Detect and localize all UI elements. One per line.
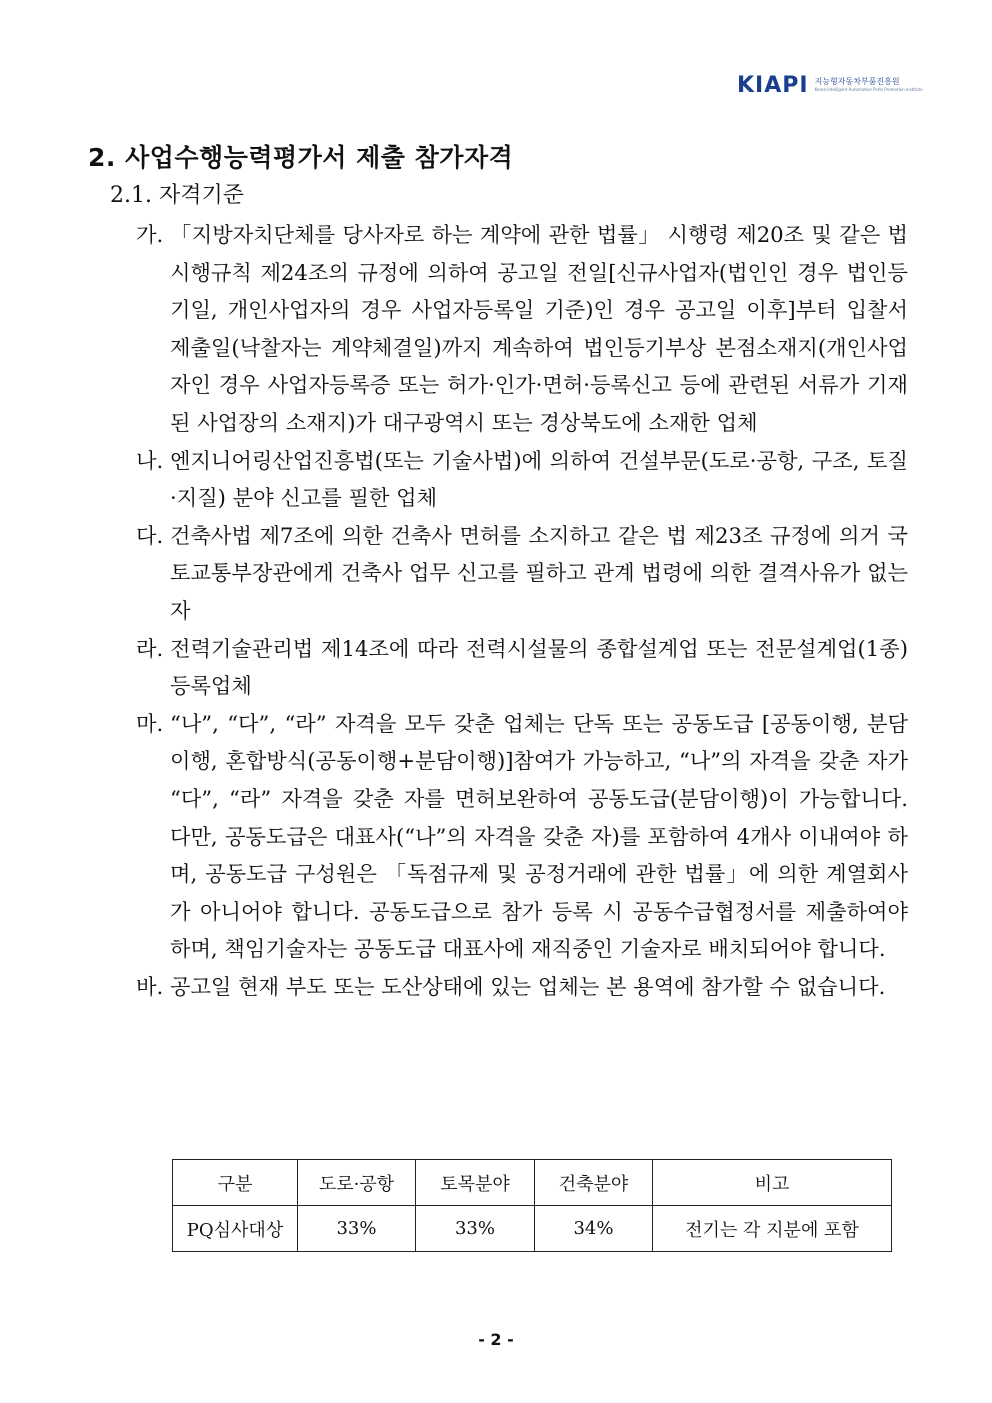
item-text: “나”, “다”, “라” 자격을 모두 갖춘 업체는 단독 또는 공동도급 [공동이행, 분담이행, 혼합방식(공동이행+분담이행)]참여가 가능하고, “나”의 자격을 갖춘 자가 “다”, “라” 자격을 갖춘 자를 면허보완하여 공동도급(분담이행)이 가능합니다. 다만, 공동도급은 대표사(“나”의 자격을 갖춘 자)를 포함하여 4개사 이내여야 하며, 공동도급 구성원은 「독점규제 및 공정거래에 관한 법률」에 의한 계열회사가 아니어야 합니다. 공동도급으로 참가 등록 시 공동수급협정서를 제출하여야 하며, 책임기술자는 공동도급 대표사에 재직중인 기술자로 배치되어야 합니다. [170,710,908,962]
table-header-cell: 구분 [173,1160,298,1206]
table-cell: 전기는 각 지분에 포함 [653,1206,892,1252]
logo-text [815,77,923,93]
list-item [136,968,908,1006]
logo-korean-name: 지능형자동차부품진흥원 [814,77,900,86]
list-item [136,517,908,630]
subsection-title: 2.1. 자격기준 [110,183,244,208]
list-item [136,442,908,517]
table-header-cell: 비고 [653,1160,892,1206]
item-marker: 가. [136,222,164,247]
logo-english-name: Korea Intelligent Automotive Parts Promotion Institute [814,87,923,92]
item-text: 전력기술관리법 제14조에 따라 전력시설물의 종합설계업 또는 전문설계업(1종) 등록업체 [170,635,908,699]
item-marker: 바. [136,973,164,999]
item-marker: 마. [136,710,164,736]
table-cell: PQ심사대상 [173,1206,298,1252]
table-cell: 33% [416,1206,535,1252]
share-table [172,1159,892,1252]
qualification-list [136,216,908,1005]
item-text: 건축사법 제7조에 의한 건축사 면허를 소지하고 같은 법 제23조 규정에 의거 국토교통부장관에게 건축사 업무 신고를 필하고 관계 법령에 의한 결격사유가 없는 자 [170,522,908,623]
header-logo [737,72,923,98]
table-cell: 34% [535,1206,653,1252]
table-header-cell: 도로·공항 [298,1160,416,1206]
table-header-cell: 토목분야 [416,1160,535,1206]
table-cell: 33% [298,1206,416,1252]
item-text: 공고일 현재 부도 또는 도산상태에 있는 업체는 본 용역에 참가할 수 없습니다. [170,973,886,999]
table-header-cell: 건축분야 [535,1160,653,1206]
item-marker: 라. [136,635,164,661]
list-item [136,216,908,442]
page-number: - 2 - [478,1330,514,1349]
section-title: 2. 사업수행능력평가서 제출 참가자격 [88,143,514,172]
list-item [136,705,908,968]
item-text: 「지방자치단체를 당사자로 하는 계약에 관한 법률」 시행령 제20조 및 같은 법 시행규칙 제24조의 규정에 의하여 공고일 전일[신규사업자(법인인 경우 법인등기일, 개인사업자의 경우 사업자등록일 기준)인 경우 공고일 이후]부터 입찰서 제출일(낙찰자는 계약체결일)까지 계속하여 법인등기부상 본점소재지(개인사업자인 경우 사업자등록증 또는 허가·인가·면허·등록신고 등에 관련된 서류가 기재된 사업장의 소재지)가 대구광역시 또는 경상북도에 소재한 업체 [170,222,908,435]
item-marker: 다. [136,522,164,548]
table-header-row [173,1160,892,1206]
list-item [136,630,908,705]
item-text: 엔지니어링산업진흥법(또는 기술사법)에 의하여 건설부문(도로·공항, 구조, 토질·지질) 분야 신고를 필한 업체 [170,447,908,511]
item-marker: 나. [136,447,164,473]
table-row [173,1206,892,1252]
kiapi-logo: KIAPI [737,72,809,98]
